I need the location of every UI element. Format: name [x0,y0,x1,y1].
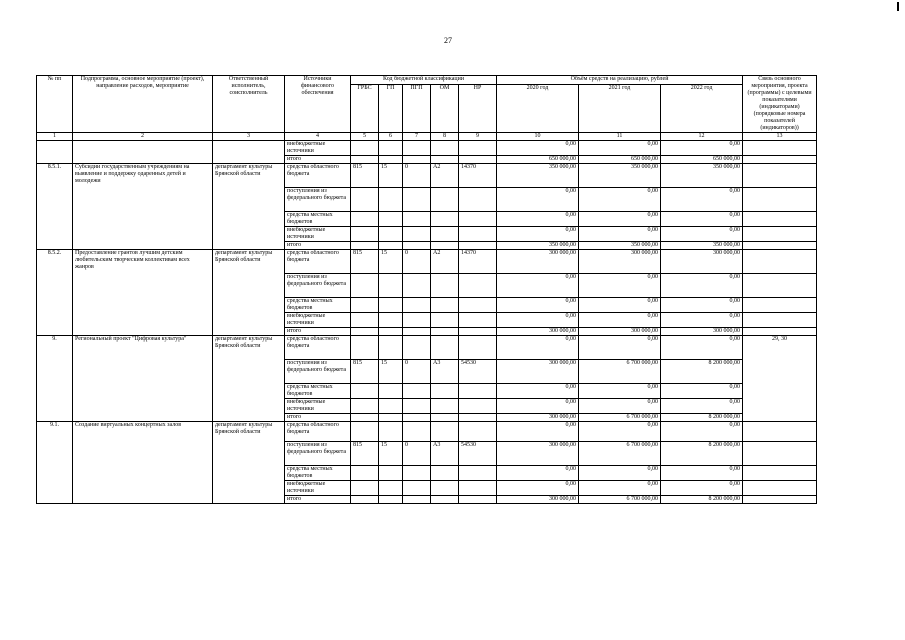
amount-2022: 0,00 [661,466,743,481]
nr-cell [459,481,497,496]
amount-2020: 0,00 [497,481,579,496]
header-2021: 2021 год [579,85,661,133]
nr-cell [459,466,497,481]
amount-2021: 6 700 000,00 [579,496,661,504]
indicator-link [743,212,817,227]
amount-2022: 8 200 000,00 [661,360,743,384]
header-pgp: ПГП [403,85,431,133]
nr-cell [459,328,497,336]
nr-cell [459,274,497,298]
amount-2022: 0,00 [661,422,743,442]
amount-2020: 0,00 [497,141,579,156]
gp-cell [379,156,403,164]
row-number: 8.5.1. [37,164,73,250]
funding-source: итого [285,496,351,504]
executor [213,141,285,164]
gp-cell [379,422,403,442]
funding-source: средства областного бюджета [285,164,351,188]
indicator-link [743,227,817,242]
col-number: 9 [459,133,497,141]
om-cell: А2 [431,164,459,188]
header-executor: Ответственный исполнитель, соисполнитель [213,76,285,133]
nr-cell [459,227,497,242]
table-row [37,164,817,188]
pgp-cell [403,496,431,504]
pgp-cell: 0 [403,360,431,384]
pgp-cell [403,141,431,156]
indicator-link [743,422,817,442]
amount-2020: 350 000,00 [497,164,579,188]
pgp-cell [403,227,431,242]
gp-cell [379,242,403,250]
om-cell [431,414,459,422]
amount-2022: 0,00 [661,274,743,298]
header-2022: 2022 год [661,85,743,133]
pgp-cell [403,188,431,212]
funding-source: внебюджетные источники [285,313,351,328]
om-cell [431,141,459,156]
grbs-cell [351,481,379,496]
col-number: 5 [351,133,379,141]
pgp-cell [403,212,431,227]
amount-2021: 0,00 [579,384,661,399]
nr-cell [459,313,497,328]
om-cell [431,156,459,164]
amount-2022: 8 200 000,00 [661,414,743,422]
amount-2020: 0,00 [497,298,579,313]
amount-2020: 0,00 [497,313,579,328]
amount-2021: 0,00 [579,399,661,414]
nr-cell [459,156,497,164]
gp-cell [379,481,403,496]
amount-2022: 0,00 [661,336,743,360]
header-program: Подпрограмма, основное мероприятие (проект), направление расходов, мероприятие [73,76,213,133]
grbs-cell [351,384,379,399]
amount-2020: 0,00 [497,422,579,442]
header-link: Связь основного мероприятия, проекта (программы) с целевыми показателями (индикаторами) (порядковые номера показателей (индикаторов)) [743,76,817,133]
col-number: 13 [743,133,817,141]
gp-cell: 15 [379,164,403,188]
program-name: Предоставление грантов лучшим детским любительским творческим коллективам всех жанров [73,250,213,336]
nr-cell: 54530 [459,442,497,466]
amount-2021: 0,00 [579,422,661,442]
grbs-cell [351,422,379,442]
funding-source: поступления из федерального бюджета [285,188,351,212]
pgp-cell [403,298,431,313]
column-number-row [37,133,817,141]
nr-cell [459,496,497,504]
amount-2020: 0,00 [497,227,579,242]
funding-source: поступления из федерального бюджета [285,360,351,384]
om-cell [431,422,459,442]
col-number: 12 [661,133,743,141]
page-number: 27 [444,36,452,45]
amount-2020: 0,00 [497,336,579,360]
amount-2021: 0,00 [579,141,661,156]
funding-source: средства областного бюджета [285,336,351,360]
nr-cell: 14370 [459,164,497,188]
amount-2022: 0,00 [661,313,743,328]
om-cell [431,242,459,250]
gp-cell: 15 [379,360,403,384]
om-cell [431,466,459,481]
amount-2021: 6 700 000,00 [579,414,661,422]
om-cell: А2 [431,250,459,274]
indicator-link [743,242,817,250]
funding-source: внебюджетные источники [285,227,351,242]
gp-cell [379,399,403,414]
amount-2021: 0,00 [579,336,661,360]
om-cell: А3 [431,442,459,466]
col-number: 10 [497,133,579,141]
funding-source: средства областного бюджета [285,250,351,274]
amount-2020: 650 000,00 [497,156,579,164]
om-cell [431,328,459,336]
grbs-cell [351,212,379,227]
om-cell [431,336,459,360]
funding-source: итого [285,242,351,250]
funding-source: итого [285,156,351,164]
col-number: 11 [579,133,661,141]
amount-2021: 0,00 [579,188,661,212]
indicator-link [743,274,817,298]
amount-2020: 0,00 [497,274,579,298]
om-cell [431,298,459,313]
pgp-cell: 0 [403,442,431,466]
grbs-cell [351,414,379,422]
gp-cell [379,212,403,227]
om-cell [431,227,459,242]
nr-cell: 14370 [459,250,497,274]
indicator-link [743,141,817,156]
om-cell: А3 [431,360,459,384]
om-cell [431,384,459,399]
amount-2021: 0,00 [579,274,661,298]
indicator-link [743,164,817,188]
grbs-cell: 815 [351,360,379,384]
table-row [37,250,817,274]
header-row [37,76,817,85]
amount-2022: 650 000,00 [661,156,743,164]
pgp-cell [403,399,431,414]
pgp-cell: 0 [403,250,431,274]
row-number [37,141,73,164]
gp-cell [379,313,403,328]
indicator-link [743,250,817,274]
funding-source: средства местных бюджетов [285,384,351,399]
col-number: 8 [431,133,459,141]
grbs-cell [351,466,379,481]
funding-source: поступления из федерального бюджета [285,274,351,298]
amount-2021: 6 700 000,00 [579,442,661,466]
amount-2020: 0,00 [497,466,579,481]
nr-cell [459,298,497,313]
amount-2020: 0,00 [497,212,579,227]
pgp-cell [403,414,431,422]
gp-cell [379,466,403,481]
header-om: ОМ [431,85,459,133]
amount-2021: 0,00 [579,481,661,496]
grbs-cell: 815 [351,164,379,188]
indicator-link [743,156,817,164]
amount-2022: 0,00 [661,399,743,414]
header-sources: Источники финансового обеспечения [285,76,351,133]
grbs-cell [351,156,379,164]
amount-2020: 300 000,00 [497,442,579,466]
om-cell [431,481,459,496]
grbs-cell [351,188,379,212]
amount-2021: 350 000,00 [579,164,661,188]
funding-source: средства областного бюджета [285,422,351,442]
scan-mark [897,2,899,11]
grbs-cell [351,313,379,328]
grbs-cell [351,399,379,414]
header-nr: НР [459,85,497,133]
amount-2022: 8 200 000,00 [661,496,743,504]
grbs-cell [351,336,379,360]
amount-2022: 0,00 [661,384,743,399]
nr-cell [459,399,497,414]
amount-2020: 300 000,00 [497,328,579,336]
grbs-cell: 815 [351,250,379,274]
gp-cell [379,496,403,504]
amount-2020: 0,00 [497,399,579,414]
pgp-cell [403,328,431,336]
budget-table [36,75,817,504]
amount-2020: 300 000,00 [497,496,579,504]
program-name: Создание виртуальных концертных залов [73,422,213,504]
amount-2021: 300 000,00 [579,328,661,336]
amount-2021: 0,00 [579,227,661,242]
amount-2022: 350 000,00 [661,164,743,188]
nr-cell [459,212,497,227]
funding-source: средства местных бюджетов [285,466,351,481]
amount-2022: 0,00 [661,212,743,227]
executor: департамент культуры Брянской области [213,336,285,422]
amount-2021: 0,00 [579,298,661,313]
gp-cell [379,328,403,336]
om-cell [431,399,459,414]
gp-cell [379,141,403,156]
nr-cell [459,422,497,442]
funding-source: внебюджетные источники [285,399,351,414]
nr-cell [459,384,497,399]
indicator-link: 29, 30 [743,336,817,422]
om-cell [431,274,459,298]
grbs-cell [351,274,379,298]
pgp-cell [403,466,431,481]
amount-2022: 300 000,00 [661,250,743,274]
gp-cell [379,298,403,313]
amount-2021: 6 700 000,00 [579,360,661,384]
amount-2022: 0,00 [661,141,743,156]
executor: департамент культуры Брянской области [213,250,285,336]
nr-cell [459,141,497,156]
funding-source: внебюджетные источники [285,141,351,156]
pgp-cell [403,313,431,328]
om-cell [431,188,459,212]
gp-cell [379,336,403,360]
grbs-cell [351,328,379,336]
amount-2022: 0,00 [661,227,743,242]
gp-cell [379,384,403,399]
funding-source: внебюджетные источники [285,481,351,496]
amount-2020: 300 000,00 [497,360,579,384]
grbs-cell: 815 [351,442,379,466]
col-number: 4 [285,133,351,141]
amount-2021: 0,00 [579,466,661,481]
table-row [37,141,817,156]
indicator-link [743,496,817,504]
amount-2022: 0,00 [661,298,743,313]
funding-source: итого [285,414,351,422]
pgp-cell [403,422,431,442]
amount-2021: 300 000,00 [579,250,661,274]
header-grbs: ГРБС [351,85,379,133]
grbs-cell [351,227,379,242]
nr-cell [459,188,497,212]
program-name [73,141,213,164]
nr-cell: 54530 [459,360,497,384]
header-volume-group: Объём средств на реализацию, рублей [497,76,743,85]
indicator-link [743,466,817,481]
nr-cell [459,336,497,360]
indicator-link [743,442,817,466]
gp-cell: 15 [379,442,403,466]
header-2020: 2020 год [497,85,579,133]
amount-2020: 0,00 [497,188,579,212]
indicator-link [743,328,817,336]
col-number: 6 [379,133,403,141]
indicator-link [743,313,817,328]
header-num: № пп [37,76,73,133]
amount-2021: 0,00 [579,212,661,227]
gp-cell [379,227,403,242]
pgp-cell [403,274,431,298]
amount-2021: 350 000,00 [579,242,661,250]
indicator-link [743,188,817,212]
amount-2021: 650 000,00 [579,156,661,164]
funding-source: средства местных бюджетов [285,298,351,313]
executor: департамент культуры Брянской области [213,422,285,504]
table-row [37,336,817,360]
amount-2021: 0,00 [579,313,661,328]
col-number: 1 [37,133,73,141]
grbs-cell [351,298,379,313]
amount-2022: 0,00 [661,481,743,496]
nr-cell [459,414,497,422]
indicator-link [743,481,817,496]
amount-2022: 300 000,00 [661,328,743,336]
table-row [37,422,817,442]
pgp-cell [403,384,431,399]
program-name: Региональный проект "Цифровая культура" [73,336,213,422]
grbs-cell [351,141,379,156]
col-number: 7 [403,133,431,141]
amount-2020: 300 000,00 [497,250,579,274]
row-number: 9.1. [37,422,73,504]
om-cell [431,212,459,227]
om-cell [431,313,459,328]
pgp-cell [403,481,431,496]
grbs-cell [351,242,379,250]
gp-cell [379,414,403,422]
pgp-cell: 0 [403,164,431,188]
amount-2020: 0,00 [497,384,579,399]
pgp-cell [403,336,431,360]
program-name: Субсидии государственным учреждениям на выявление и поддержку одаренных детей и молодежи [73,164,213,250]
header-gp: ГП [379,85,403,133]
row-number: 8.5.2. [37,250,73,336]
pgp-cell [403,156,431,164]
col-number: 3 [213,133,285,141]
grbs-cell [351,496,379,504]
om-cell [431,496,459,504]
funding-source: итого [285,328,351,336]
amount-2020: 300 000,00 [497,414,579,422]
gp-cell [379,274,403,298]
amount-2022: 8 200 000,00 [661,442,743,466]
header-code-group: Код бюджетной классификации [351,76,497,85]
amount-2022: 0,00 [661,188,743,212]
gp-cell [379,188,403,212]
indicator-link [743,298,817,313]
pgp-cell [403,242,431,250]
col-number: 2 [73,133,213,141]
nr-cell [459,242,497,250]
executor: департамент культуры Брянской области [213,164,285,250]
funding-source: средства местных бюджетов [285,212,351,227]
row-number: 9. [37,336,73,422]
amount-2020: 350 000,00 [497,242,579,250]
amount-2022: 350 000,00 [661,242,743,250]
funding-source: поступления из федерального бюджета [285,442,351,466]
gp-cell: 15 [379,250,403,274]
